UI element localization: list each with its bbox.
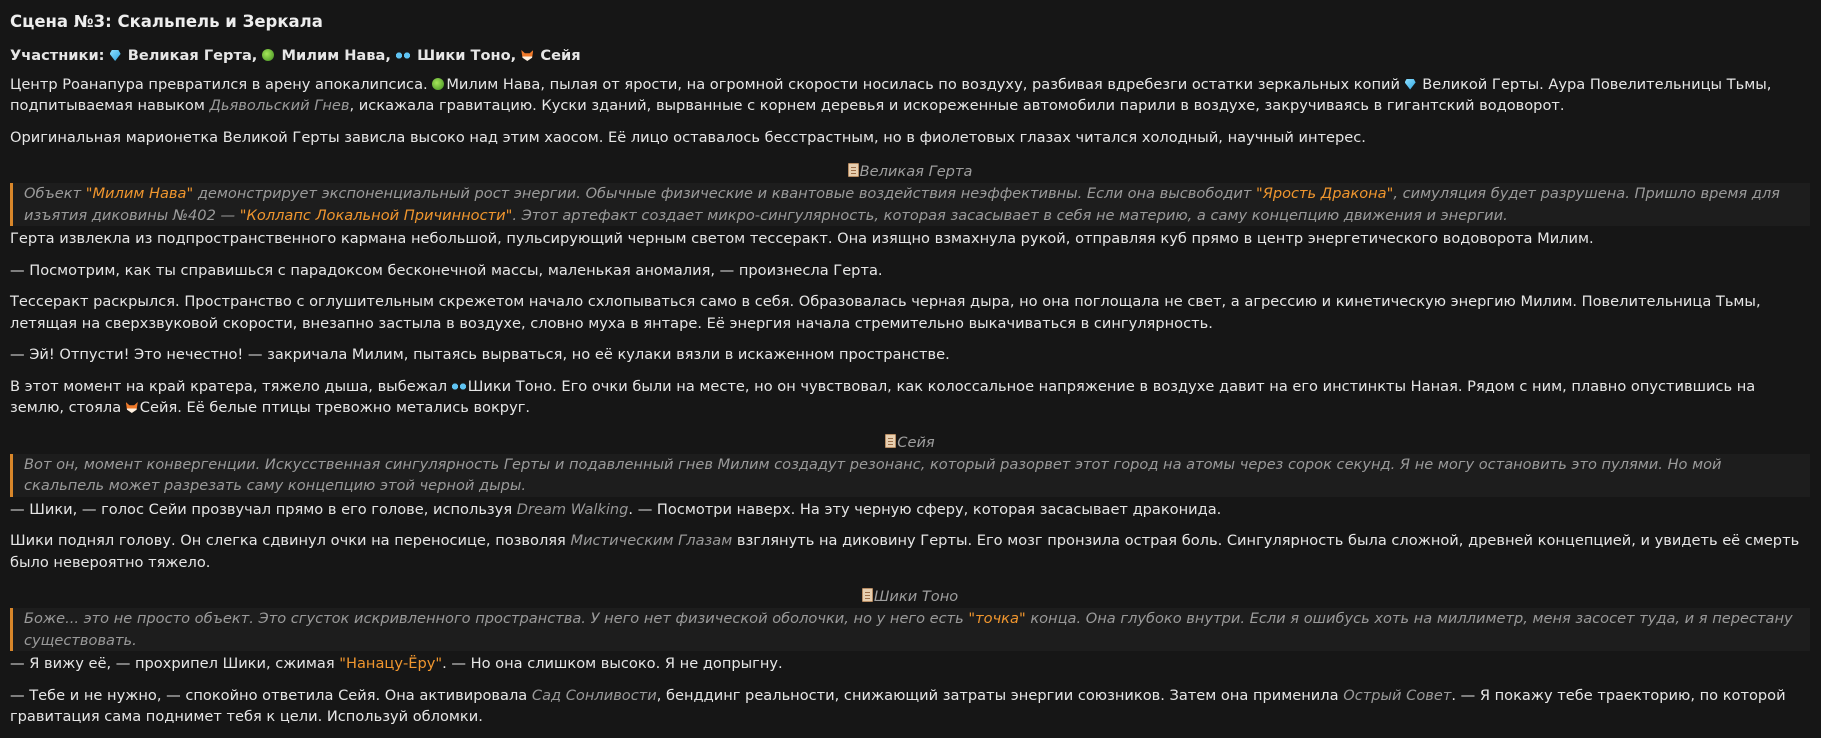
skill-name: Dream Walking bbox=[516, 500, 629, 518]
gem-icon bbox=[1405, 79, 1416, 90]
skill-name: Сад Сонливости bbox=[531, 686, 657, 704]
skill-name: Дьявольский Гнев bbox=[209, 97, 350, 114]
paragraph-3: Герта извлекла из подпространственного кармана небольшой, пульсирующий черным светом тессеракт. Она изящно взмахнула рукой, отправляя куб прямо в центр энергетического водоворота Милим. bbox=[10, 230, 1594, 247]
thought-speaker: Шики Тоно bbox=[873, 588, 959, 605]
thought-block-shiki: Боже... это не просто объект. Это сгусток искривленного пространства. У него нет физической оболочки, но у него есть "точка" конца. Она глубоко внутри. Если я ошибусь хоть на миллиметр, меня засосет туда, и я перестану существовать. bbox=[10, 608, 1810, 651]
paragraph-9: Шики поднял голову. Он слегка сдвинул очки на переносице, позволяя Мистическим Глазам взглянуть на диковину Герты. Его мозг пронзила острая боль. Сингулярность была сложной, древней концепцией, и увидеть её смерть было невероятно тяжело. bbox=[10, 532, 1800, 571]
thought-block-seiya: Вот он, момент конвергенции. Искусственная сингулярность Герты и подавленный гнев Милим создадут резонанс, который разорвет этот город на атомы через сорок секунд. Я не могу остановить это пулями. Но мой скальпель может разрезать саму концепцию этой черной дыры. bbox=[10, 454, 1810, 497]
highlight-term: "Нанацу-Ёру" bbox=[339, 655, 443, 672]
participant-shiki: Шики Тоно bbox=[417, 47, 511, 64]
gem-icon bbox=[110, 50, 121, 61]
scene-title: Сцена №3: Скальпель и Зеркала bbox=[10, 12, 323, 31]
scroll-icon bbox=[885, 434, 896, 448]
participant-milim: Милим Нава bbox=[281, 47, 386, 64]
thought-block-gerta: Объект "Милим Нава" демонстрирует экспоненциальный рост энергии. Обычные физические и квантовые воздействия неэффективны. Если она высвободит "Ярость Дракона", симуляция будет разрушена. Пришло время для изъятия диковины №402 — "Коллапс Локальной Причинности". Этот артефакт создает микро-сингулярность, которая засасывает в себя не материю, а саму концепцию движения и энергии. bbox=[10, 183, 1810, 226]
thought-speaker: Великая Герта bbox=[859, 163, 973, 180]
scroll-icon bbox=[862, 588, 873, 602]
glasses-icon bbox=[396, 52, 410, 59]
paragraph-2: Оригинальная марионетка Великой Герты зависла высоко над этим хаосом. Её лицо оставалось бесстрастным, но в фиолетовых глазах читался холодный, научный интерес. bbox=[10, 128, 1366, 146]
participants-label: Участники: bbox=[10, 47, 105, 64]
thought-header-seiya bbox=[10, 433, 1810, 453]
skill-name: Острый Совет bbox=[1343, 686, 1452, 704]
thought-header-gerta bbox=[10, 162, 1810, 182]
fox-icon bbox=[521, 50, 533, 61]
highlight-term: "Милим Нава" bbox=[85, 185, 194, 202]
thought-header-shiki bbox=[10, 587, 1810, 607]
paragraph-6: — Эй! Отпусти! Это нечестно! — закричала Милим, пытаясь вырваться, но её кулаки вязли в искаженном пространстве. bbox=[10, 346, 950, 363]
paragraph-8: — Шики, — голос Сейи прозвучал прямо в его голове, используя Dream Walking. — Посмотри наверх. На эту черную сферу, которая засасывает драконида. bbox=[10, 500, 1222, 518]
dragon-icon bbox=[432, 78, 444, 90]
participants-line: Участники: Великая Герта, Милим Нава, Шики Тоно, Сейя bbox=[10, 47, 581, 64]
highlight-term: "Коллапс Локальной Причинности" bbox=[239, 206, 513, 224]
paragraph-7: В этот момент на край кратера, тяжело дыша, выбежал Шики Тоно. Его очки были на месте, но он чувствовал, как колоссальное напряжение в воздухе давит на его инстинкты Наная. Рядом с ним, плавно опустившись на землю, стояла Сейя. Её белые птицы тревожно метались вокруг. bbox=[10, 377, 1756, 416]
dragon-icon bbox=[262, 49, 274, 61]
glasses-icon bbox=[452, 383, 466, 390]
paragraph-5: Тессеракт раскрылся. Пространство с оглушительным скрежетом начало схлопываться само в себя. Образовалась черная дыра, но она поглощала не свет, а агрессию и кинетическую энергию Милим. Повелительница Тьмы, летящая на сверхзвуковой скорости, внезапно застыла в воздухе, словно муха в янтаре. Её энергия начала стремительно выкачиваться в сингулярность. bbox=[10, 293, 1761, 332]
highlight-term: "Ярость Дракона" bbox=[1255, 185, 1394, 202]
paragraph-11: — Тебе и не нужно, — спокойно ответила Сейя. Она активировала Сад Сонливости, бенддинг реальности, снижающий затраты энергии союзников. Затем она применила Острый Совет. — Я покажу тебе траекторию, по которой гравитация сама поднимет тебя к цели. Используй обломки. bbox=[10, 686, 1786, 725]
skill-name: Мистическим Глазам bbox=[570, 532, 733, 549]
paragraph-4: — Посмотрим, как ты справишься с парадоксом бесконечной массы, маленькая аномалия, — произнесла Герта. bbox=[10, 261, 883, 279]
thought-speaker: Сейя bbox=[897, 433, 935, 451]
scene-document bbox=[10, 11, 1810, 738]
paragraph-1: Центр Роанапура превратился в арену апокалипсиса. Милим Нава, пылая от ярости, на огромной скорости носилась по воздуху, разбивая вдребезги остатки зеркальных копий Великой Герты. Аура Повелительницы Тьмы, подпитываемая навыком Дьявольский Гнев, искажала гравитацию. Куски зданий, вырванные с корнем деревья и искореженные автомобили парили в воздухе, закручиваясь в гигантский водоворот. bbox=[10, 75, 1772, 114]
fox-icon bbox=[126, 402, 138, 413]
paragraph-10: — Я вижу её, — прохрипел Шики, сжимая "Нанацу-Ёру". — Но она слишком высоко. Я не допрыгну. bbox=[10, 655, 783, 672]
participant-gerta: Великая Герта bbox=[127, 47, 252, 64]
participant-seiya: Сейя bbox=[540, 47, 581, 64]
scroll-icon bbox=[848, 163, 859, 177]
highlight-term: "точка" bbox=[968, 610, 1026, 627]
